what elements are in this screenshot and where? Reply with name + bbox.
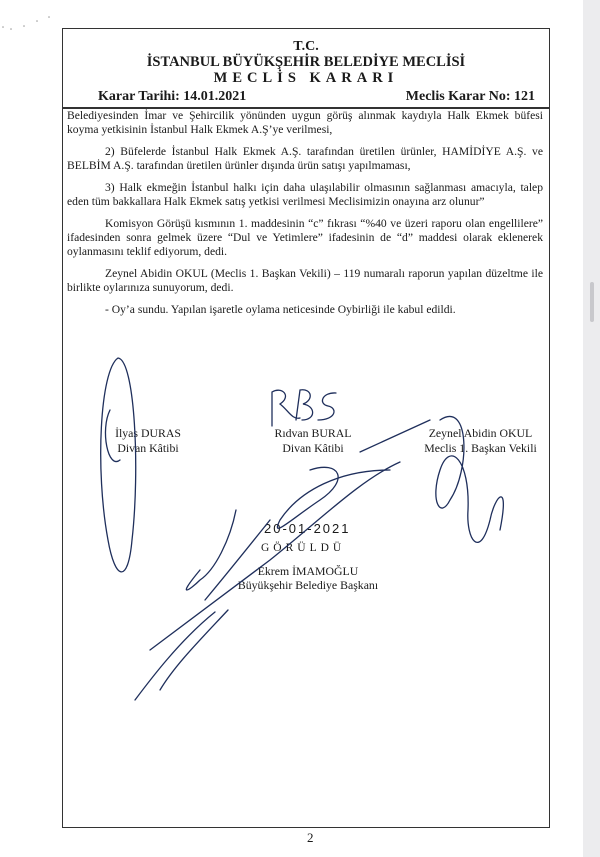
signatory-name: Rıdvan BURAL xyxy=(274,426,352,440)
signatory-block xyxy=(108,426,188,456)
decision-date: Karar Tarihi: 14.01.2021 xyxy=(98,89,247,104)
header-organization: İSTANBUL BÜYÜKŞEHİR BELEDİYE MECLİSİ xyxy=(146,54,466,70)
document-page xyxy=(62,28,550,828)
signatory-name: Zeynel Abidin OKUL xyxy=(428,426,533,440)
signatory-block xyxy=(418,426,543,456)
header-document-type: MECLİS KARARI xyxy=(213,70,399,86)
paragraph: Zeynel Abidin OKUL (Meclis 1. Başkan Vekili) – 119 numaralı raporun yapılan düzeltme ile birlikte oylarınıza sunuyorum, dedi. xyxy=(67,267,543,294)
header-country: T.C. xyxy=(293,39,319,54)
signatory-title: Divan Kâtibi xyxy=(282,441,344,455)
paragraph: Komisyon Görüşü kısmının 1. maddesinin “c” fıkrası “%40 ve üzeri raporu olan engellilere” ifadesinden sonra gelmek üzere “Dul ve Yetimlere” ifadesinin de “d” maddesi olarak eklenerek oylanmasını teklif ediyorum, dedi. xyxy=(67,217,543,258)
approval-stamp-date: 20-01-2021 xyxy=(264,521,351,536)
approver-block xyxy=(233,564,383,592)
approval-stamp-text: GÖRÜLDÜ xyxy=(261,542,346,554)
approver-name: Ekrem İMAMOĞLU xyxy=(257,564,359,578)
signatory-title: Divan Kâtibi xyxy=(117,441,179,455)
paragraph: - Oy’a sundu. Yapılan işaretle oylama neticesinde Oybirliği ile kabul edildi. xyxy=(105,303,456,316)
decision-body xyxy=(67,109,543,325)
page-number: 2 xyxy=(307,830,314,845)
decision-meta-row xyxy=(63,87,549,109)
paragraph: Belediyesinden İmar ve Şehircilik yönünden uygun görüş alınmak kaydıyla Halk Ekmek büfesi koyma yetkisinin İstanbul Halk Ekmek A.Ş’ye verilmesi, xyxy=(67,109,543,136)
paragraph: 2) Büfelerde İstanbul Halk Ekmek A.Ş. tarafından üretilen ürünler, HAMİDİYE A.Ş. ve BELBİM A.Ş. tarafından üretilen ürünler dışında ürün satışı yapılmaması, xyxy=(67,145,543,172)
side-margin-strip xyxy=(583,0,600,857)
signatory-block xyxy=(258,426,368,456)
signatory-name: İlyas DURAS xyxy=(115,426,181,440)
scrollbar-thumb[interactable] xyxy=(590,282,594,322)
approver-title: Büyükşehir Belediye Başkanı xyxy=(237,578,379,592)
signatory-title: Meclis 1. Başkan Vekili xyxy=(424,441,537,455)
paragraph: 3) Halk ekmeğin İstanbul halkı için daha ulaşılabilir olmasının sağlanması amacıyla, talep eden tüm bakkallara Halk Ekmek satış yetkisi verilmesi Meclisimizin onayına arz olunur” xyxy=(67,181,543,208)
decision-number: Meclis Karar No: 121 xyxy=(405,89,535,104)
